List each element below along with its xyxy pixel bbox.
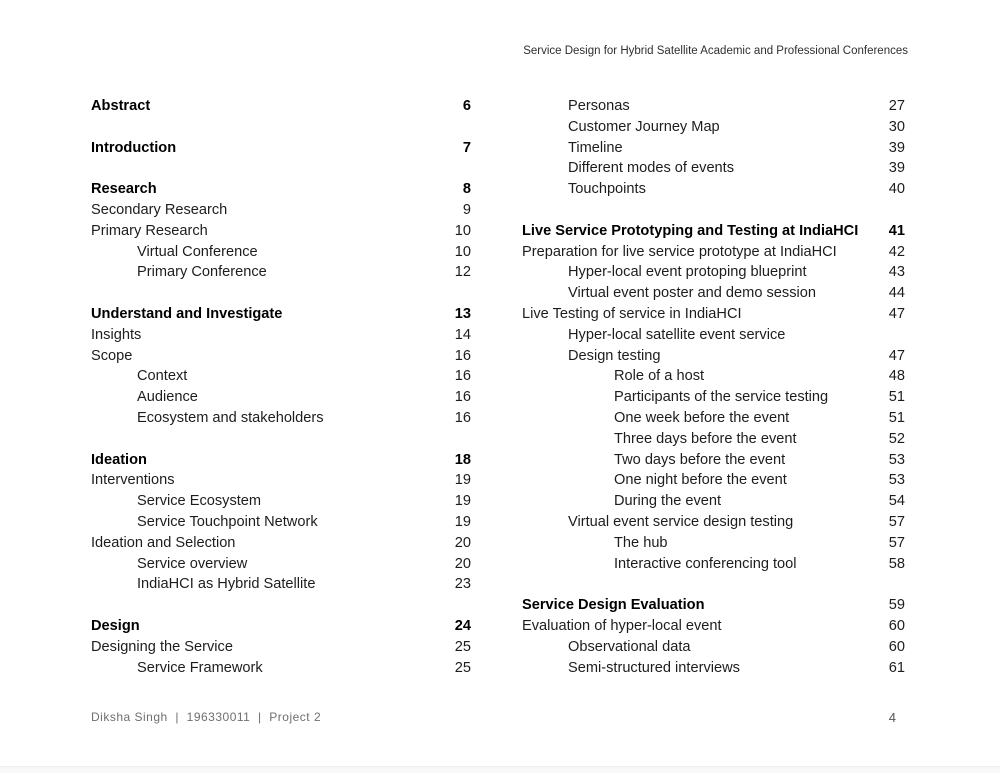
toc-entry-page: 39 <box>888 160 905 177</box>
toc-entry-page: 20 <box>454 555 471 572</box>
toc-column-right <box>522 96 905 678</box>
toc-entry <box>91 387 471 408</box>
page-number: 4 <box>888 710 896 725</box>
toc-entry-page: 57 <box>888 513 905 530</box>
toc-entry-label: Role of a host <box>614 368 705 385</box>
toc-entry <box>91 221 471 242</box>
toc-entry-page: 7 <box>462 139 471 156</box>
toc-entry-label: Service overview <box>137 555 248 572</box>
toc-entry-label: Secondary Research <box>91 201 228 218</box>
toc-entry-label: IndiaHCI as Hybrid Satellite <box>137 576 316 593</box>
toc-entry <box>91 512 471 533</box>
toc-entry <box>91 658 471 679</box>
toc-entry <box>91 346 471 367</box>
toc-entry-page: 39 <box>888 139 905 156</box>
toc-entry <box>522 242 905 263</box>
toc-entry <box>522 96 905 117</box>
toc-entry-page: 16 <box>454 409 471 426</box>
toc-entry <box>522 450 905 471</box>
toc-entry-page: 51 <box>888 389 905 406</box>
toc-entry-label: Virtual Conference <box>137 243 258 260</box>
toc-entry <box>91 574 471 595</box>
toc-entry-label: Primary Research <box>91 222 208 239</box>
toc-entry-page: 27 <box>888 98 905 114</box>
toc-entry-page: 52 <box>888 430 905 447</box>
toc-entry-label: Insights <box>91 326 142 343</box>
toc-entry <box>91 637 471 658</box>
toc-column-left <box>91 96 471 678</box>
toc-entry-page: 16 <box>454 347 471 364</box>
toc-entry-page: 30 <box>888 118 905 135</box>
toc-entry <box>522 387 905 408</box>
toc-entry-label: Interventions <box>91 472 175 489</box>
toc-entry-page: 51 <box>888 409 905 426</box>
running-header-title: Service Design for Hybrid Satellite Academic and Professional Conferences <box>523 45 908 57</box>
toc-entry-page: 53 <box>888 472 905 489</box>
toc-entry-label: Service Ecosystem <box>137 493 262 510</box>
toc-entry-label: Three days before the event <box>614 430 797 447</box>
toc-entry-page: 40 <box>888 181 905 198</box>
toc-entry-page: 10 <box>454 222 471 239</box>
toc-entry <box>522 366 905 387</box>
toc-entry-label: Designing the Service <box>91 638 233 655</box>
toc-entry-label: One week before the event <box>614 409 790 426</box>
toc-entry <box>522 408 905 429</box>
toc-entry <box>522 117 905 138</box>
toc-entry-label: Abstract <box>91 98 151 114</box>
toc-entry <box>91 138 471 159</box>
toc-entry-page: 54 <box>888 493 905 510</box>
toc-entry-page: 25 <box>454 659 471 676</box>
toc-entry-page: 8 <box>462 181 471 198</box>
toc-entry-page: 18 <box>454 451 471 468</box>
toc-entry-page: 41 <box>888 222 905 239</box>
toc-entry-page: 61 <box>888 659 905 676</box>
toc-entry <box>522 491 905 512</box>
toc-entry-page: 53 <box>888 451 905 468</box>
toc-entry <box>91 450 471 471</box>
toc-entry-label: Understand and Investigate <box>91 305 283 322</box>
toc-entry <box>91 616 471 637</box>
toc-entry-label: Timeline <box>568 139 623 156</box>
toc-entry-page: 14 <box>454 326 471 343</box>
toc-entry <box>91 491 471 512</box>
toc-entry-label: Semi-structured interviews <box>568 659 740 676</box>
toc-entry <box>91 470 471 491</box>
toc-entry-label: Virtual event poster and demo session <box>568 285 816 302</box>
toc-entry <box>522 512 905 533</box>
toc-entry <box>522 595 905 616</box>
toc-entry-page: 12 <box>454 264 471 281</box>
toc-entry <box>522 616 905 637</box>
toc-entry-label: Preparation for live service prototype at IndiaHCI <box>522 243 837 260</box>
toc-entry-label: Virtual event service design testing <box>568 513 794 530</box>
toc-entry <box>522 221 905 242</box>
toc-entry <box>91 533 471 554</box>
toc-entry-label: Customer Journey Map <box>568 118 720 135</box>
toc-entry-label: Personas <box>568 98 630 114</box>
toc-entry-label: One night before the event <box>614 472 787 489</box>
toc-entry-page: 16 <box>454 368 471 385</box>
toc-entry-page: 20 <box>454 534 471 551</box>
toc-entry-label: Live Service Prototyping and Testing at IndiaHCI <box>522 222 859 239</box>
toc-entry-label: Touchpoints <box>568 181 646 198</box>
toc-entry-page: 58 <box>888 555 905 572</box>
toc-entry <box>91 554 471 575</box>
toc-entry-label: Primary Conference <box>137 264 267 281</box>
toc-entry-page: 47 <box>888 305 905 322</box>
toc-entry <box>522 325 905 346</box>
toc-entry-label: Scope <box>91 347 133 364</box>
footer-author-line: Diksha Singh | 196330011 | Project 2 <box>91 710 322 724</box>
toc-entry-page: 59 <box>888 597 905 614</box>
toc-entry-label: Hyper-local satellite event service <box>568 326 786 343</box>
toc-entry <box>91 242 471 263</box>
toc-entry-label: Ideation and Selection <box>91 534 236 551</box>
toc-entry <box>522 283 905 304</box>
toc-entry-page: 57 <box>888 534 905 551</box>
toc-entry <box>91 179 471 200</box>
toc-entry <box>91 96 471 117</box>
toc-entry-label: Service Framework <box>137 659 263 676</box>
toc-entry-page: 25 <box>454 638 471 655</box>
toc-entry <box>522 533 905 554</box>
toc-entry-page: 9 <box>462 201 471 218</box>
toc-entry-page: 16 <box>454 389 471 406</box>
toc-entry <box>522 429 905 450</box>
toc-entry-page: 47 <box>888 347 905 364</box>
toc-entry-page: 60 <box>888 638 905 655</box>
toc-entry-label: Hyper-local event protoping blueprint <box>568 264 807 281</box>
toc-entry <box>522 304 905 325</box>
toc-entry-label: Introduction <box>91 139 177 156</box>
toc-entry <box>522 637 905 658</box>
toc-entry-page: 10 <box>454 243 471 260</box>
toc-entry-label: The hub <box>614 534 668 551</box>
toc-entry-page: 48 <box>888 368 905 385</box>
toc-entry-label: Interactive conferencing tool <box>614 555 797 572</box>
toc-entry-label: Design testing <box>568 347 661 364</box>
toc-entry-page: 44 <box>888 285 905 302</box>
toc-entry-label: Different modes of events <box>568 160 735 177</box>
toc-entry-label: Service Touchpoint Network <box>137 513 318 530</box>
toc-entry <box>522 138 905 159</box>
toc-entry-label: Audience <box>137 389 198 406</box>
toc-entry-label: Evaluation of hyper-local event <box>522 617 722 634</box>
toc-entry <box>522 179 905 200</box>
toc-entry <box>522 554 905 575</box>
toc-entry-page: 42 <box>888 243 905 260</box>
toc-entry-page: 13 <box>454 305 471 322</box>
toc-entry-label: During the event <box>614 493 722 510</box>
page-bottom-edge <box>0 766 1000 773</box>
toc-entry <box>522 346 905 367</box>
toc-entry-page: 23 <box>454 576 471 593</box>
toc-entry-label: Observational data <box>568 638 691 655</box>
toc-entry <box>522 470 905 491</box>
toc-entry <box>91 408 471 429</box>
toc-entry <box>522 262 905 283</box>
toc-entry-page: 60 <box>888 617 905 634</box>
toc-entry-label: Participants of the service testing <box>614 389 829 406</box>
toc-entry <box>91 325 471 346</box>
toc-entry-label: Context <box>137 368 188 385</box>
toc-entry-label: Service Design Evaluation <box>522 597 705 614</box>
toc-entry <box>91 366 471 387</box>
toc-entry-label: Ideation <box>91 451 147 468</box>
toc-entry <box>522 158 905 179</box>
toc-entry-label: Research <box>91 181 157 198</box>
toc-entry-page: 6 <box>462 98 471 114</box>
toc-entry <box>522 658 905 679</box>
toc-entry-page: 19 <box>454 472 471 489</box>
toc-entry-page: 19 <box>454 493 471 510</box>
toc-entry <box>91 304 471 325</box>
toc-entry-label: Ecosystem and stakeholders <box>137 409 324 426</box>
toc-entry-page: 19 <box>454 513 471 530</box>
toc-entry <box>91 200 471 221</box>
toc-entry-page: 43 <box>888 264 905 281</box>
toc-entry-label: Live Testing of service in IndiaHCI <box>522 305 742 322</box>
toc-entry-page: 24 <box>454 617 471 634</box>
toc-entry <box>91 262 471 283</box>
toc-entry-label: Two days before the event <box>614 451 786 468</box>
toc-entry-label: Design <box>91 617 140 634</box>
